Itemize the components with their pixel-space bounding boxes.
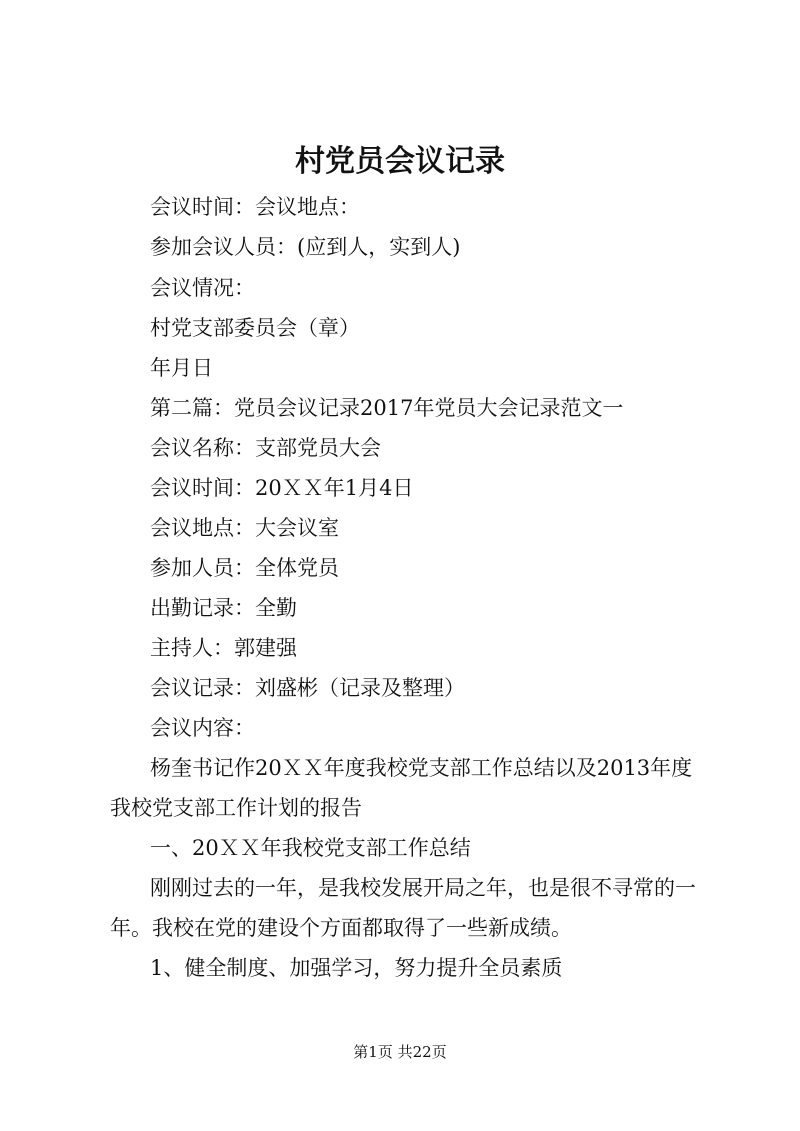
text-line: 会议时间：会议地点： — [150, 195, 360, 219]
text-line: 村党支部委员会（章） — [150, 316, 360, 340]
paragraph-line: 年。我校在党的建设个方面都取得了一些新成绩。 — [110, 916, 572, 940]
text-line: 会议时间：20ＸＸ年1月4日 — [150, 476, 414, 500]
text-line: 出勤记录：全勤 — [150, 596, 297, 620]
text-line: 年月日 — [150, 356, 213, 380]
paragraph-line: 我校党支部工作计划的报告 — [110, 796, 362, 820]
text-line: 会议情况： — [150, 276, 255, 300]
text-line: 会议记录：刘盛彬（记录及整理） — [150, 676, 465, 700]
text-line: 会议地点：大会议室 — [150, 516, 339, 540]
document-title: 村党员会议记录 — [295, 144, 505, 179]
text-line: 主持人：郭建强 — [150, 636, 297, 660]
page-footer: 第1页 共22页 — [353, 1043, 447, 1061]
text-line: 1、健全制度、加强学习，努力提升全员素质 — [150, 956, 563, 980]
text-line: 参加人员：全体党员 — [150, 556, 339, 580]
text-line: 一、20ＸＸ年我校党支部工作总结 — [150, 836, 471, 860]
paragraph-line: 杨奎书记作20ＸＸ年度我校党支部工作总结以及2013年度 — [150, 756, 693, 780]
text-line: 参加会议人员：(应到人，实到人) — [150, 235, 461, 259]
paragraph-line: 刚刚过去的一年，是我校发展开局之年，也是很不寻常的一 — [150, 876, 696, 900]
text-line: 会议名称：支部党员大会 — [150, 436, 381, 460]
text-line: 会议内容： — [150, 716, 255, 740]
text-line: 第二篇：党员会议记录2017年党员大会记录范文一 — [150, 396, 624, 420]
